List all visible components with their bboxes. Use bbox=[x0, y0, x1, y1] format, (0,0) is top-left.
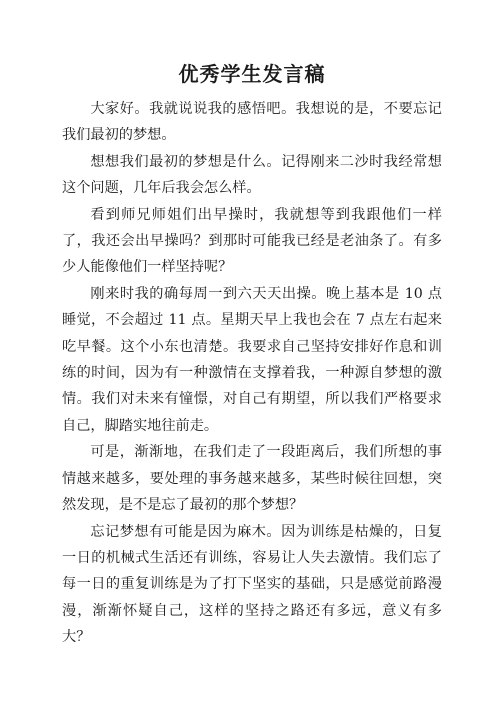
paragraph: 忘记梦想有可能是因为麻木。因为训练是枯燥的，日复一日的机械式生活还有训练，容易让人失去激情。我们忘了每一日的重复训练是为了打下坚实的基础，只是感觉前路漫漫，渐渐怀疑自己，这样的坚持之路还有多远，意义有多大？ bbox=[62, 523, 442, 646]
paragraph: 看到师兄师姐们出早操时，我就想等到我跟他们一样了，我还会出早操吗？到那时可能我已经是老油条了。有多少人能像他们一样坚持呢？ bbox=[62, 206, 442, 276]
document-title: 优秀学生发言稿 bbox=[178, 62, 326, 86]
paragraph: 刚来时我的确每周一到六天天出操。晚上基本是 10 点睡觉，不会超过 11 点。星期天早上我也会在 7 点左右起来吃早餐。这个小东也清楚。我要求自己坚持安排好作息和训练的时间，因为有一种激情在支撑着我，一种源自梦想的激情。我们对未来有憧憬，对自己有期望，所以我们严格要求自己，脚踏实地往前走。 bbox=[62, 285, 442, 434]
paragraph: 可是，渐渐地，在我们走了一段距离后，我们所想的事情越来越多，要处理的事务越来越多，某些时候往回想，突然发现，是不是忘了最初的那个梦想？ bbox=[62, 444, 442, 514]
paragraph: 大家好。我就说说我的感悟吧。我想说的是，不要忘记我们最初的梦想。 bbox=[62, 101, 442, 144]
paragraph: 想想我们最初的梦想是什么。记得刚来二沙时我经常想这个问题，几年后我会怎么样。 bbox=[62, 153, 442, 197]
